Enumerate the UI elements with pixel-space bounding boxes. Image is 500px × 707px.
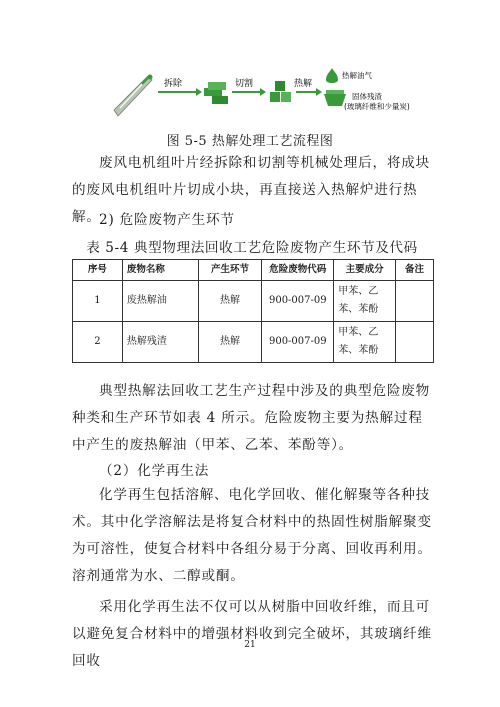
cell-waste-name: 热解残渣	[122, 322, 198, 363]
cell-stage: 热解	[198, 322, 262, 363]
table-header-row	[73, 260, 434, 281]
tray-icon	[324, 90, 346, 106]
table-row	[73, 281, 434, 322]
header-cell: 主要成分	[334, 260, 396, 281]
page-number: 21	[244, 640, 256, 650]
step-label-dismantle: 拆除	[164, 79, 183, 89]
output-label-oil-gas: 热解油气	[342, 71, 372, 80]
table-title: 表 5-4 典型物理法回收工艺危险废物产生环节及代码	[86, 240, 418, 256]
paragraph-fiber-recovery: 采用化学再生法不仅可以从树脂中回收纤维，而且可以避免复合材料中的增强材料收到完全破坏，其玻璃纤维回收	[72, 599, 432, 669]
flame-icon	[326, 68, 338, 83]
subheading-chemical-regeneration: （2）化学再生法	[99, 463, 210, 479]
header-cell: 危险废物代码	[262, 260, 334, 281]
cell-stage: 热解	[198, 281, 262, 322]
header-cell: 备注	[396, 260, 434, 281]
flow-arrow	[296, 88, 322, 96]
cell-index: 1	[73, 281, 123, 322]
paragraph-pyrolysis-waste: 典型热解法回收工艺生产过程中涉及的典型危险废物种类和生产环节如表 4 所示。危险废物主要为热解过程中产生的废热解油（甲苯、乙苯、苯酚等）。	[72, 383, 431, 453]
cell-index: 2	[73, 322, 123, 363]
blade-slabs-icon	[204, 82, 228, 104]
header-cell: 废物名称	[122, 260, 198, 281]
output-label-residue-detail: (玻璃纤维和少量炭)	[344, 102, 410, 111]
pyrolysis-flow-diagram	[112, 66, 412, 118]
paragraph-chemical-regeneration: 化学再生包括溶解、电化学回收、催化解聚等各种技术。其中化学溶解法是将复合材料中的热固性树脂解聚变为可溶性，使复合材料中各组分易于分离、回收再利用。溶剂通常为水、二醇或酮。	[72, 487, 432, 584]
cell-components: 甲苯、乙苯、苯酚	[334, 322, 396, 363]
cubes-icon	[270, 81, 291, 102]
cell-remarks	[396, 281, 434, 322]
flow-arrow	[232, 88, 266, 96]
flow-arrow	[158, 88, 202, 96]
step-label-cut: 切割	[235, 79, 254, 89]
hazardous-waste-table	[72, 259, 434, 363]
subheading-hazardous-waste: 2) 危险废物产生环节	[99, 212, 235, 228]
table-row	[73, 322, 434, 363]
figure-caption: 图 5-5 热解处理工艺流程图	[166, 134, 334, 149]
output-label-solid-residue: 固体残渣	[352, 92, 382, 101]
cell-waste-name: 废热解油	[122, 281, 198, 322]
header-cell: 序号	[73, 260, 123, 281]
cell-remarks	[396, 322, 434, 363]
step-label-pyrolysis: 热解	[294, 79, 313, 89]
cell-components: 甲苯、乙苯、苯酚	[334, 281, 396, 322]
paragraph-mechanical-processing: 废风电机组叶片经拆除和切割等机械处理后，将成块的废风电机组叶片切成小块，再直接送入热解炉进行热解。	[72, 155, 431, 225]
header-cell: 产生环节	[198, 260, 262, 281]
cell-code: 900-007-09	[262, 281, 334, 322]
cell-code: 900-007-09	[262, 322, 334, 363]
wind-blade-icon	[114, 75, 153, 117]
